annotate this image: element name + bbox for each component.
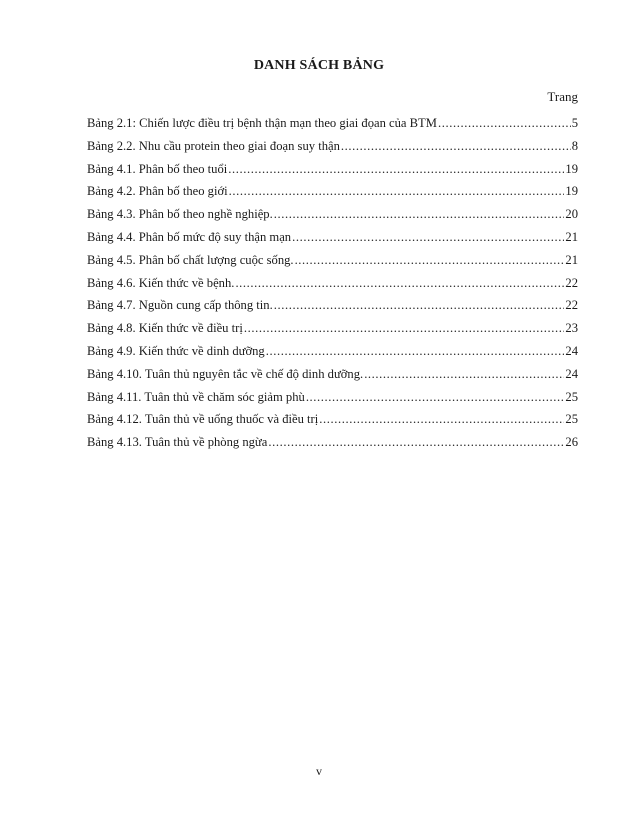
- toc-entry-label: Bảng 4.7. Nguồn cung cấp thông tin.: [87, 298, 273, 313]
- toc-entry-label: Bảng 4.3. Phân bố theo nghề nghiệp.: [87, 207, 273, 222]
- dot-leader: [341, 139, 571, 154]
- dot-leader: [306, 390, 565, 405]
- dot-leader: [364, 367, 564, 382]
- toc-entry[interactable]: [87, 139, 578, 162]
- toc-entry[interactable]: [87, 344, 578, 367]
- toc-entry-label: Bảng 4.12. Tuân thủ về uống thuốc và điều trị: [87, 412, 319, 427]
- toc-entry[interactable]: [87, 162, 578, 185]
- toc-entry[interactable]: [87, 184, 578, 207]
- dot-leader: [235, 276, 564, 291]
- toc-entry-label: Bảng 4.4. Phân bố mức độ suy thận mạn: [87, 229, 292, 244]
- toc-entry-page: 21: [565, 229, 578, 244]
- dot-leader: [266, 344, 565, 359]
- toc-entry-page: 19: [565, 161, 578, 176]
- dot-leader: [274, 298, 565, 313]
- toc-entry-label: Bảng 4.8. Kiến thức về điều trị: [87, 321, 243, 336]
- footer-page-number: v: [316, 764, 322, 778]
- dot-leader: [438, 116, 571, 131]
- toc-entry-page: 24: [565, 366, 578, 381]
- toc-entry-page: 21: [565, 252, 578, 267]
- table-list: [87, 116, 578, 458]
- toc-entry[interactable]: [87, 321, 578, 344]
- toc-entry-label: Bảng 4.11. Tuân thủ về chăm sóc giảm phù: [87, 389, 305, 404]
- page-title: DANH SÁCH BẢNG: [253, 58, 385, 73]
- dot-leader: [228, 162, 564, 177]
- toc-entry-label: Bảng 4.1. Phân bố theo tuổi: [87, 161, 228, 176]
- dot-leader: [274, 207, 565, 222]
- toc-entry[interactable]: [87, 276, 578, 299]
- toc-entry-page: 22: [565, 275, 578, 290]
- dot-leader: [268, 435, 564, 450]
- toc-entry[interactable]: [87, 230, 578, 253]
- toc-entry-page: 24: [565, 343, 578, 358]
- toc-entry-label: Bảng 2.2. Nhu cầu protein theo giai đoạn suy thận: [87, 138, 340, 153]
- toc-entry-page: 20: [565, 207, 578, 222]
- toc-entry[interactable]: [87, 367, 578, 390]
- toc-entry-page: 8: [571, 138, 578, 153]
- toc-entry-page: 22: [565, 298, 578, 313]
- toc-entry-label: Bảng 4.5. Phân bố chất lượng cuộc sống.: [87, 252, 294, 267]
- dot-leader: [295, 253, 565, 268]
- toc-entry-page: 25: [565, 389, 578, 404]
- toc-entry-label: Bảng 2.1: Chiến lược điều trị bệnh thận mạn theo giai đọan của BTM: [87, 116, 437, 130]
- toc-entry[interactable]: [87, 435, 578, 458]
- toc-entry-page: 5: [571, 116, 578, 130]
- toc-entry-label: Bảng 4.9. Kiến thức về dinh dưỡng: [87, 343, 265, 358]
- dot-leader: [244, 321, 565, 336]
- toc-entry[interactable]: [87, 412, 578, 435]
- toc-entry-page: 26: [565, 435, 578, 450]
- toc-entry-page: 23: [565, 321, 578, 336]
- toc-entry-label: Bảng 4.10. Tuân thủ nguyên tắc về chế độ dinh dưỡng.: [87, 366, 364, 381]
- toc-entry-page: 19: [565, 184, 578, 199]
- toc-entry[interactable]: [87, 390, 578, 413]
- toc-entry-label: Bảng 4.6. Kiến thức về bệnh.: [87, 275, 235, 290]
- dot-leader: [292, 230, 564, 245]
- toc-entry[interactable]: [87, 298, 578, 321]
- toc-entry[interactable]: [87, 207, 578, 230]
- toc-entry-label: Bảng 4.2. Phân bố theo giới: [87, 184, 228, 199]
- toc-entry-label: Bảng 4.13. Tuân thủ về phòng ngừa: [87, 435, 268, 450]
- dot-leader: [319, 412, 564, 427]
- dot-leader: [229, 184, 565, 199]
- toc-entry[interactable]: [87, 253, 578, 276]
- page-column-header: Trang: [547, 89, 578, 104]
- toc-entry[interactable]: [87, 116, 578, 139]
- toc-entry-page: 25: [565, 412, 578, 427]
